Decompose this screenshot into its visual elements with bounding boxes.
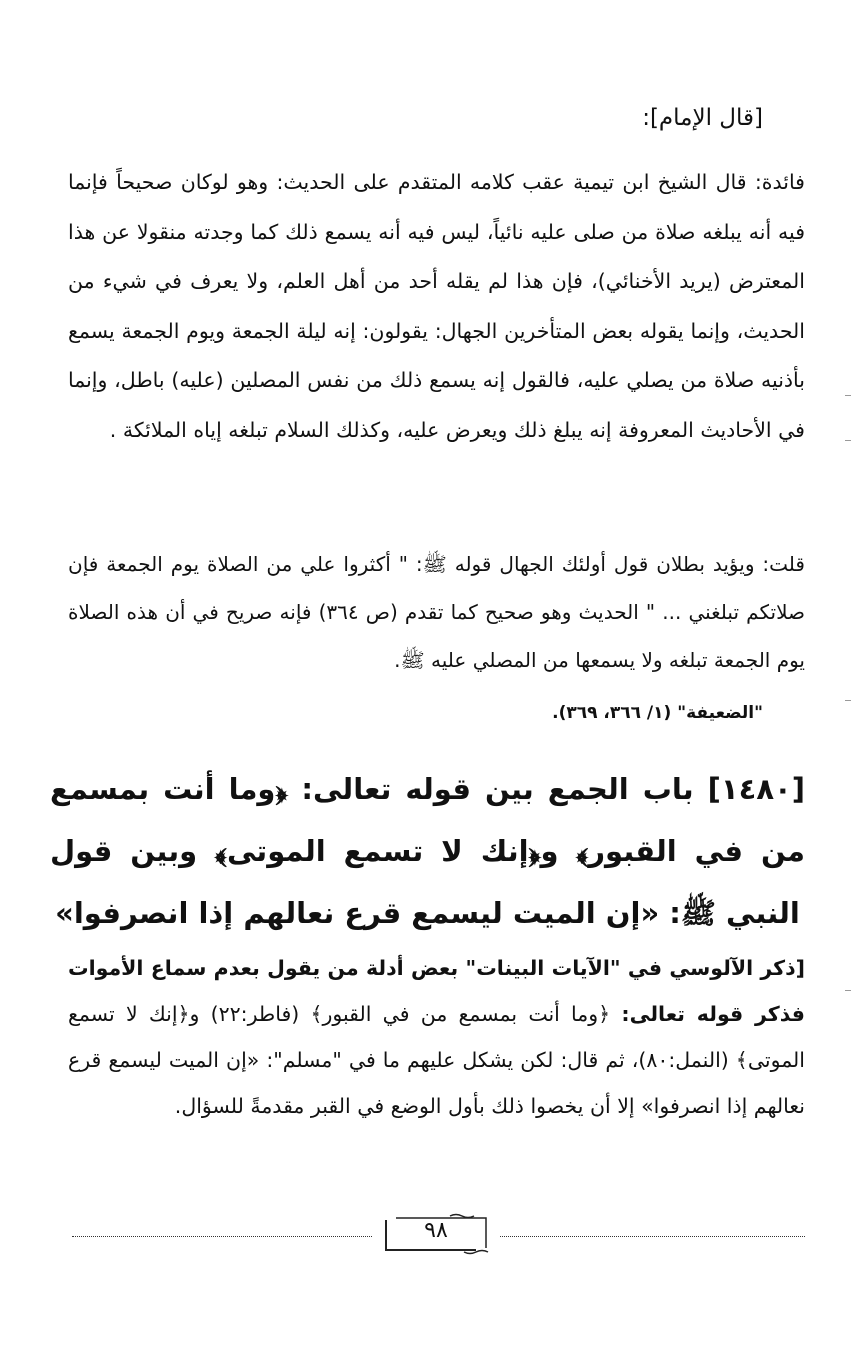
- dhakara-lead: [ذكر الآلوسي في "الآيات البينات" بعض أدلة من يقول بعدم سماع الأموات فذكر قوله تعالى:: [68, 956, 805, 1026]
- page-number: ٩٨: [424, 1218, 448, 1243]
- fawaid-paragraph: فائدة: قال الشيخ ابن تيمية عقب كلامه المتقدم على الحديث: وهو لوكان صحيحاً فإنما فيه أنه يبلغه صلاة من صلى عليه نائياً، ليس فيه أنه يسمع ذلك كما وجدته منقولا عن هذا المعترض (يريد الأخنائي)، فإن هذا لم يقله أحد من أهل العلم، ولا يعرف في شيء من الحديث، وإنما يقوله بعض المتأخرين الجهال: يقولون: إنه ليلة الجمعة ويوم الجمعة يسمع بأذنيه صلاة من يصلي عليه، فالقول إنه يسمع ذلك من نفس المصلين (عليه) باطل، وإنما في الأحاديث المعروفة إنه يبلغ ذلك ويعرض عليه، وكذلك السلام تبلغه إياه الملائكة .: [68, 170, 805, 442]
- dhakara-paragraph: [68, 945, 805, 1129]
- dhakara-body: ﴿وما أنت بمسمع من في القبور﴾ (فاطر:٢٢) و﴿إنك لا تسمع الموتى﴾ (النمل:٨٠)، ثم قال: لكن يشكل عليهم ما في "مسلم": «إن الميت ليسمع قرع نعالهم إذا انصرفوا» إلا أن يخصوا ذلك بأول الوضع في القبر مقدمةً للسؤال.: [68, 1002, 805, 1118]
- page-number-frame: [380, 1212, 492, 1256]
- chapter-heading: [50, 758, 805, 944]
- page-footer: [72, 1212, 805, 1258]
- footer-rule-left: [72, 1236, 372, 1237]
- margin-mark: [845, 990, 851, 991]
- qultu-paragraph: قلت: ويؤيد بطلان قول أولئك الجهال قوله ﷺ: " أكثروا علي من الصلاة يوم الجمعة فإن صلاتكم تبلغني ... " الحديث وهو صحيح كما تقدم (ص ٣٦٤) فإنه صريح في أن هذه الصلاة يوم الجمعة تبلغه ولا يسمعها من المصلي عليه ﷺ.: [68, 552, 805, 672]
- margin-mark: [845, 440, 851, 441]
- chapter-title: باب الجمع بين قوله تعالى: ﴿وما أنت بمسمع من في القبور﴾ و﴿إنك لا تسمع الموتى﴾ وبين قول النبي ﷺ: «إن الميت ليسمع قرع نعالهم إذا انصرفوا»: [50, 772, 805, 930]
- margin-mark: [845, 395, 851, 396]
- source-reference: "الضعيفة" (١/ ٣٦٦، ٣٦٩).: [552, 703, 763, 723]
- chapter-number: [١٤٨٠]: [707, 772, 805, 806]
- margin-mark: [845, 700, 851, 701]
- footer-rule-right: [500, 1236, 805, 1237]
- section-label: [قال الإمام]:: [642, 105, 763, 131]
